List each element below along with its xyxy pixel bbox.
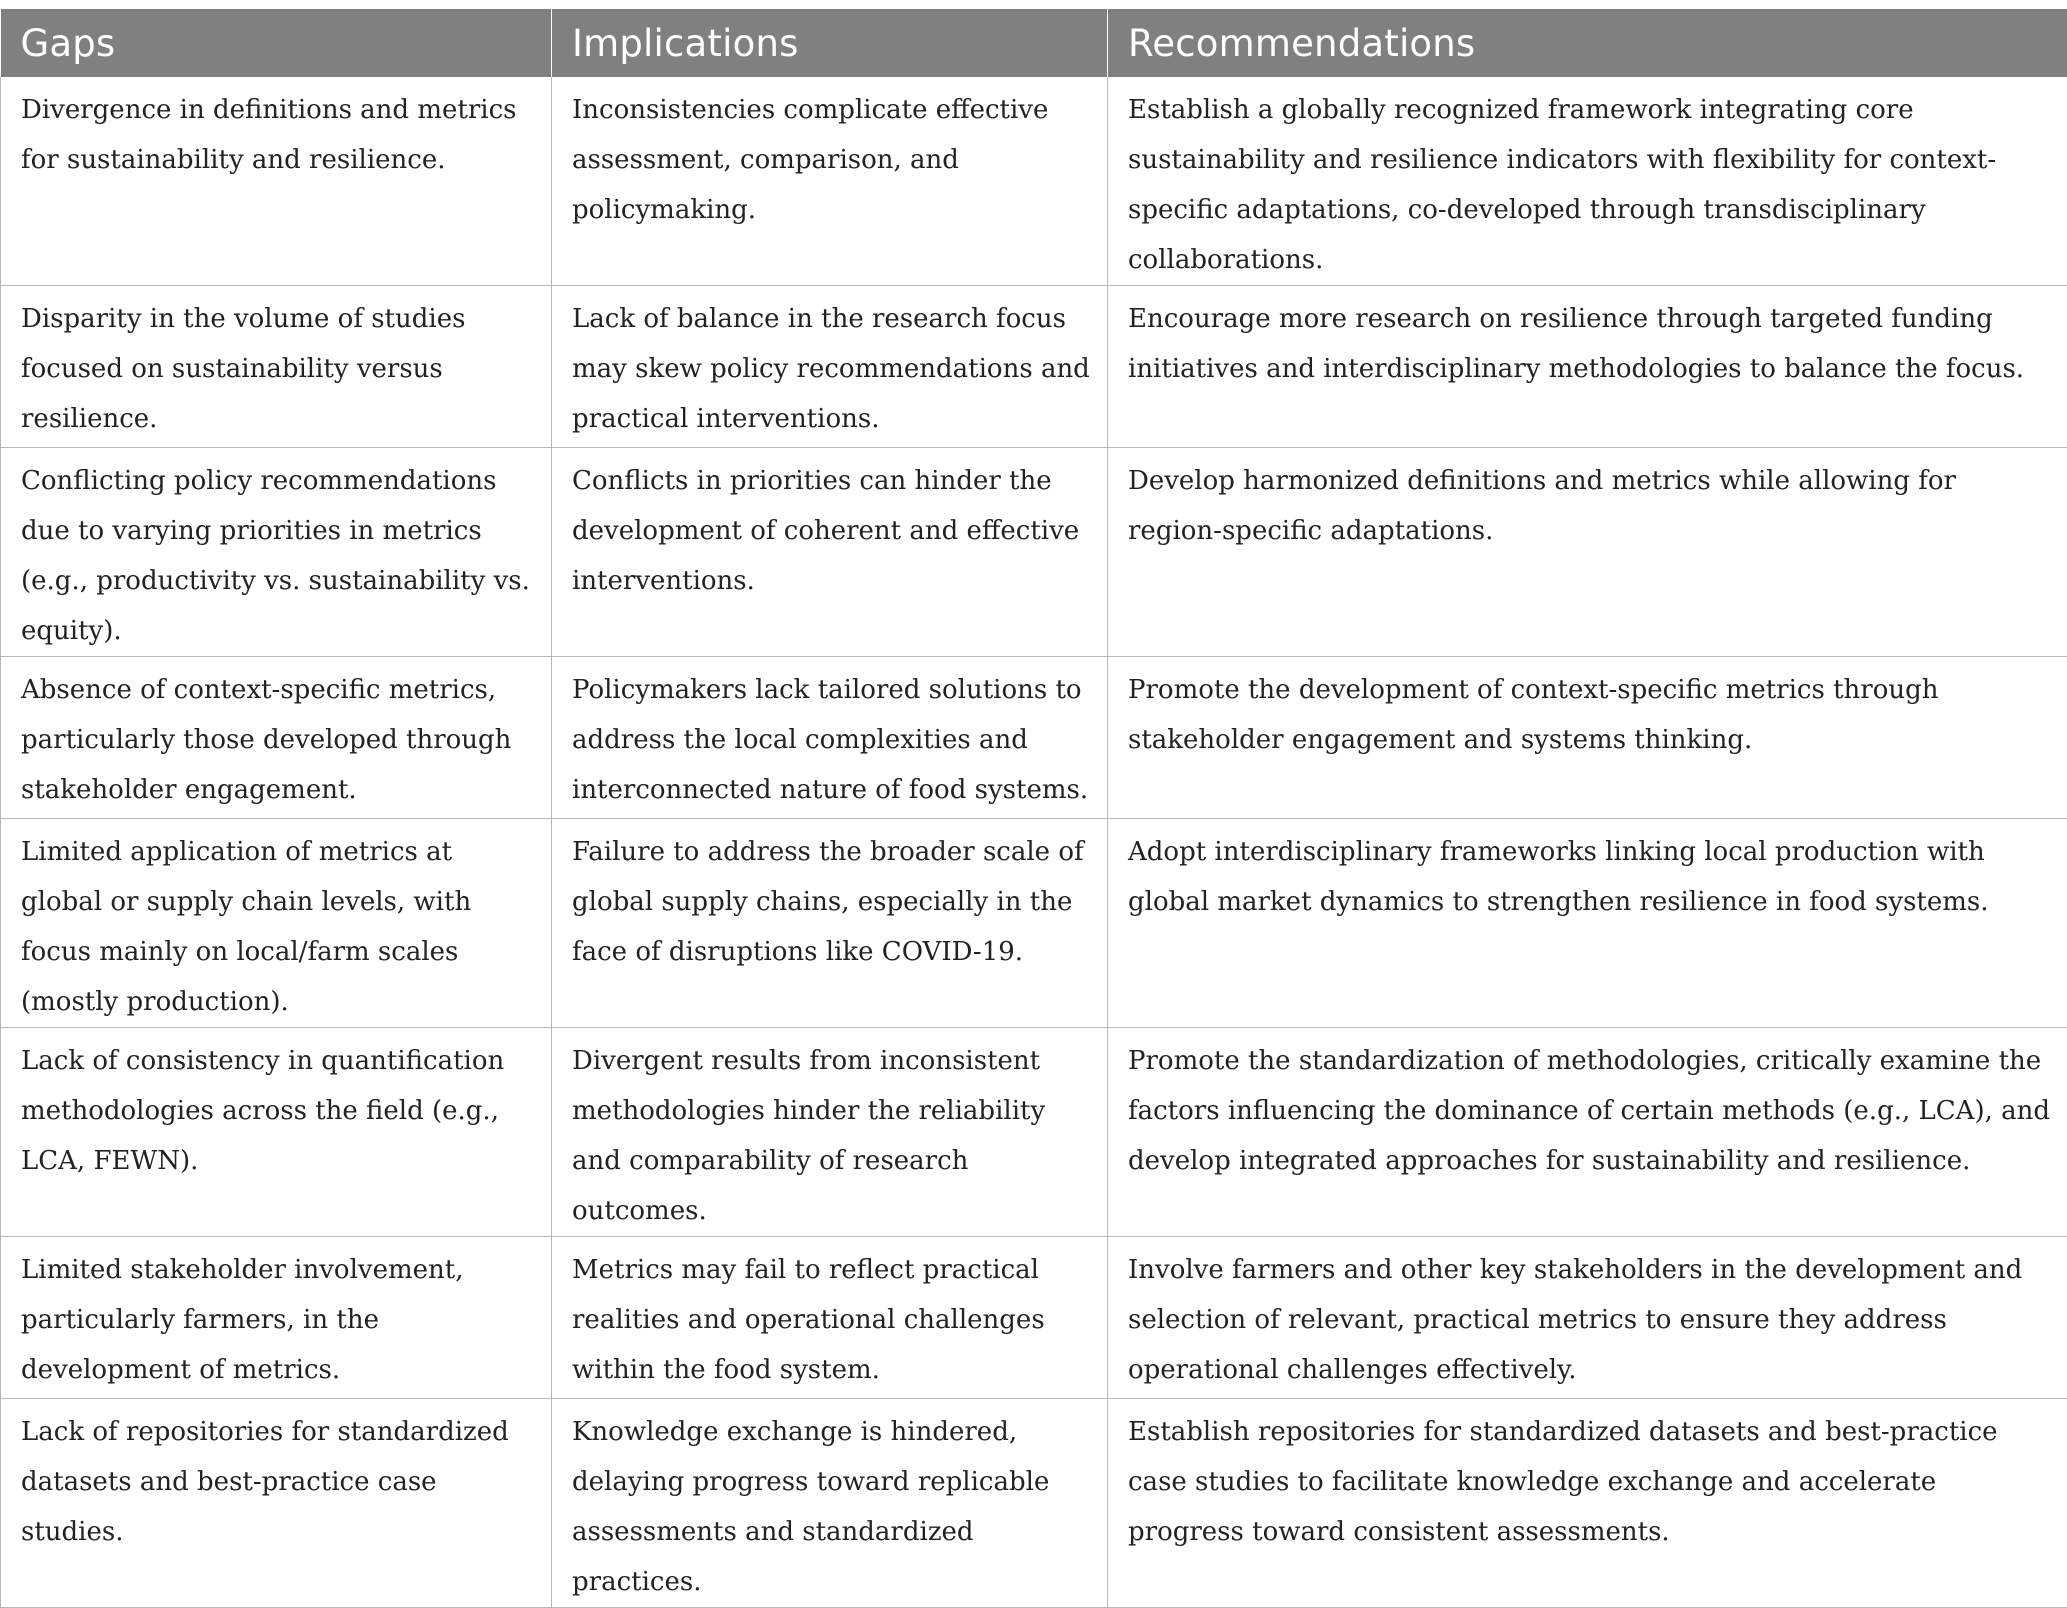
header-gaps: Gaps (1, 9, 552, 77)
implication-cell: Failure to address the broader scale of global supply chains, especially in the face of disruptions like COVID-19. (552, 819, 1108, 1028)
recommendation-cell: Develop harmonized definitions and metrics while allowing for region-specific adaptations. (1108, 448, 2067, 657)
implication-cell: Knowledge exchange is hindered, delaying progress toward replicable assessments and standardized practices. (552, 1399, 1108, 1608)
gap-cell: Limited application of metrics at global or supply chain levels, with focus mainly on local/farm scales (mostly production). (1, 819, 552, 1028)
implication-cell: Lack of balance in the research focus may skew policy recommendations and practical interventions. (552, 286, 1108, 448)
implication-cell: Conflicts in priorities can hinder the development of coherent and effective interventions. (552, 448, 1108, 657)
gap-cell: Conflicting policy recommendations due to varying priorities in metrics (e.g., productivity vs. sustainability vs. equity). (1, 448, 552, 657)
implication-cell: Divergent results from inconsistent methodologies hinder the reliability and comparability of research outcomes. (552, 1028, 1108, 1237)
gap-cell: Lack of repositories for standardized datasets and best-practice case studies. (1, 1399, 552, 1608)
recommendation-cell: Adopt interdisciplinary frameworks linking local production with global market dynamics to strengthen resilience in food systems. (1108, 819, 2067, 1028)
table-row (1, 1237, 2067, 1399)
gap-cell: Disparity in the volume of studies focused on sustainability versus resilience. (1, 286, 552, 448)
implication-cell: Metrics may fail to reflect practical realities and operational challenges within the food system. (552, 1237, 1108, 1399)
recommendation-cell: Involve farmers and other key stakeholders in the development and selection of relevant, practical metrics to ensure they address operational challenges effectively. (1108, 1237, 2067, 1399)
table-body (1, 77, 2067, 1608)
gaps-implications-recommendations-table (0, 9, 2067, 1608)
recommendation-cell: Establish repositories for standardized datasets and best-practice case studies to facilitate knowledge exchange and accelerate progress toward consistent assessments. (1108, 1399, 2067, 1608)
recommendation-cell: Promote the development of context-specific metrics through stakeholder engagement and systems thinking. (1108, 657, 2067, 819)
gap-cell: Divergence in definitions and metrics for sustainability and resilience. (1, 77, 552, 286)
table-row (1, 286, 2067, 448)
header-row (1, 9, 2067, 77)
table-row (1, 448, 2067, 657)
header-implications: Implications (552, 9, 1108, 77)
table-header (1, 9, 2067, 77)
table-row (1, 77, 2067, 286)
gap-cell: Absence of context-specific metrics, particularly those developed through stakeholder engagement. (1, 657, 552, 819)
table-row (1, 819, 2067, 1028)
gap-cell: Lack of consistency in quantification methodologies across the field (e.g., LCA, FEWN). (1, 1028, 552, 1237)
table-row (1, 1399, 2067, 1608)
implication-cell: Inconsistencies complicate effective assessment, comparison, and policymaking. (552, 77, 1108, 286)
gaps-table-container (0, 9, 2067, 1608)
table-row (1, 1028, 2067, 1237)
header-recommendations: Recommendations (1108, 9, 2067, 77)
gap-cell: Limited stakeholder involvement, particularly farmers, in the development of metrics. (1, 1237, 552, 1399)
recommendation-cell: Encourage more research on resilience through targeted funding initiatives and interdisciplinary methodologies to balance the focus. (1108, 286, 2067, 448)
recommendation-cell: Promote the standardization of methodologies, critically examine the factors influencing the dominance of certain methods (e.g., LCA), and develop integrated approaches for sustainability and resilience. (1108, 1028, 2067, 1237)
recommendation-cell: Establish a globally recognized framework integrating core sustainability and resilience indicators with flexibility for context-specific adaptations, co-developed through transdisciplinary collaborations. (1108, 77, 2067, 286)
implication-cell: Policymakers lack tailored solutions to address the local complexities and interconnected nature of food systems. (552, 657, 1108, 819)
table-row (1, 657, 2067, 819)
